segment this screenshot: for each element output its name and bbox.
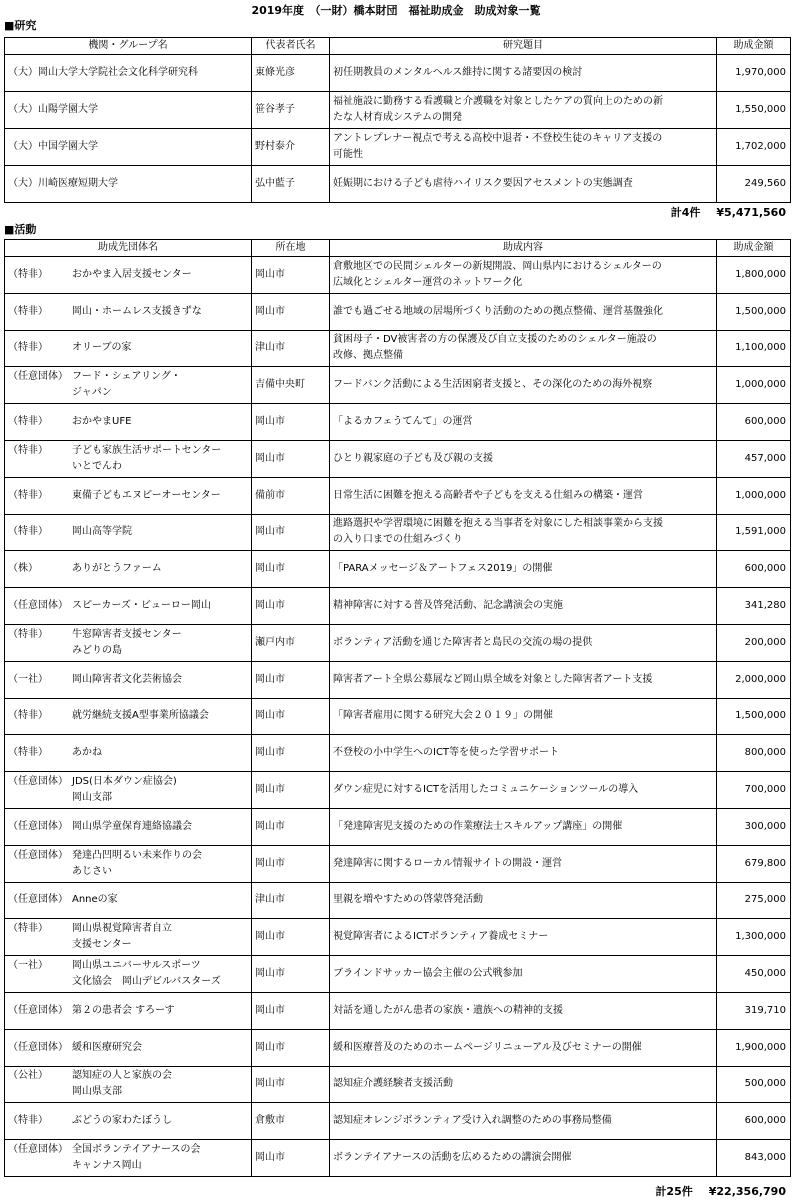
recipient-type: （一社） <box>8 960 48 972</box>
recipient-type: （特非） <box>8 923 48 935</box>
location-cell: 岡山市 <box>252 919 330 956</box>
recipient-name-group <box>8 1113 248 1129</box>
location-cell: 備前市 <box>252 477 330 514</box>
recipient-name-group <box>8 708 248 724</box>
grant-content-cell: ブラインドサッカー協会主催の公式戦参加 <box>330 956 717 993</box>
table-row <box>5 1066 791 1103</box>
table-row <box>5 772 791 809</box>
recipient-name: 岡山県ユニバーサルスポーツ 文化協会 岡山デビルバスターズ <box>72 960 221 988</box>
location-cell: 吉備中央町 <box>252 367 330 404</box>
table-row <box>5 129 791 166</box>
grant-amount-cell: 1,550,000 <box>717 92 791 129</box>
grant-content-cell: 貧困母子・DV被害者の方の保護及び自立支援のためのシェルター施設の 改修、拠点整備 <box>330 330 717 367</box>
recipient-name: 岡山県視覚障害者自立 支援センター <box>72 923 172 951</box>
grant-amount-cell: 450,000 <box>717 956 791 993</box>
table-row <box>5 92 791 129</box>
location-cell: 瀬戸内市 <box>252 624 330 661</box>
table-row <box>5 698 791 735</box>
table-row <box>5 808 791 845</box>
document-title: 2019年度 （一財）橋本財団 福祉助成金 助成対象一覧 <box>251 4 541 17</box>
recipient-name: 岡山県学童保育連絡協議会 <box>72 820 192 832</box>
grant-amount-cell: 1,300,000 <box>717 919 791 956</box>
recipient-cell <box>5 1066 252 1103</box>
recipient-name-group <box>8 304 248 320</box>
recipient-cell <box>5 588 252 625</box>
grant-amount-cell: 600,000 <box>717 404 791 441</box>
recipient-name-group <box>8 958 248 990</box>
grant-content-cell: 緩和医療普及のためのホームページリニューアル及びセミナーの開催 <box>330 1029 717 1066</box>
recipient-name: 岡山・ホームレス支援きずな <box>72 305 202 317</box>
grant-content-cell: ボランティア活動を通じた障害者と島民の交流の場の提供 <box>330 624 717 661</box>
header-grant-content: 助成内容 <box>330 240 717 257</box>
activity-total-amount: ¥22,356,790 <box>708 1185 786 1198</box>
location-cell: 津山市 <box>252 330 330 367</box>
recipient-type: （特非） <box>8 268 48 280</box>
recipient-name-group <box>8 598 248 614</box>
recipient-name-group <box>8 267 248 283</box>
table-row <box>5 882 791 919</box>
grant-amount-cell: 679,800 <box>717 845 791 882</box>
grant-amount-cell: 1,900,000 <box>717 1029 791 1066</box>
table-row <box>5 919 791 956</box>
recipient-name-group <box>8 443 248 475</box>
recipient-type: （特非） <box>8 628 48 640</box>
grant-amount-cell: 600,000 <box>717 551 791 588</box>
representative-cell: 笹谷孝子 <box>252 92 330 129</box>
recipient-type: （特非） <box>8 489 48 501</box>
table-row <box>5 166 791 203</box>
representative-cell: 弘中藍子 <box>252 166 330 203</box>
location-cell: 岡山市 <box>252 588 330 625</box>
location-cell: 岡山市 <box>252 661 330 698</box>
location-cell: 岡山市 <box>252 440 330 477</box>
recipient-type: （特非） <box>8 444 48 456</box>
recipient-name-group <box>8 848 248 880</box>
recipient-name-group <box>8 892 248 908</box>
recipient-name: 全国ボランテイアナースの会 キャンナス岡山 <box>72 1144 201 1172</box>
location-cell: 岡山市 <box>252 551 330 588</box>
location-cell: 岡山市 <box>252 845 330 882</box>
recipient-cell <box>5 919 252 956</box>
grant-amount-cell: 1,702,000 <box>717 129 791 166</box>
research-total-count: 計4件 <box>670 206 701 219</box>
grant-amount-cell: 1,100,000 <box>717 330 791 367</box>
recipient-type: （任意団体） <box>8 1144 68 1156</box>
grant-amount-cell: 800,000 <box>717 735 791 772</box>
organization-cell: （大）岡山大学大学院社会文化科学研究科 <box>5 55 252 92</box>
grant-content-cell: 視覚障害者によるICTボランティア養成セミナー <box>330 919 717 956</box>
recipient-type: （任意団体） <box>8 600 68 612</box>
recipient-type: （任意団体） <box>8 820 68 832</box>
grant-amount-cell: 1,500,000 <box>717 698 791 735</box>
recipient-name-group <box>8 524 248 540</box>
recipient-type: （特非） <box>8 747 48 759</box>
header-location: 所在地 <box>252 240 330 257</box>
recipient-type: （特非） <box>8 526 48 538</box>
grant-amount-cell: 2,000,000 <box>717 661 791 698</box>
organization-cell: （大）川崎医療短期大学 <box>5 166 252 203</box>
recipient-type: （特非） <box>8 710 48 722</box>
recipient-name-group <box>8 1068 248 1100</box>
grant-amount-cell: 319,710 <box>717 992 791 1029</box>
table-row <box>5 845 791 882</box>
recipient-cell <box>5 404 252 441</box>
research-total <box>655 206 786 220</box>
location-cell: 岡山市 <box>252 698 330 735</box>
table-row <box>5 367 791 404</box>
recipient-cell <box>5 257 252 294</box>
recipient-cell <box>5 367 252 404</box>
recipient-name: おかやまUFE <box>72 416 132 428</box>
table-row <box>5 257 791 294</box>
activity-total-count: 計25件 <box>655 1185 693 1198</box>
recipient-cell <box>5 514 252 551</box>
recipient-name: スピーカーズ・ビューロー岡山 <box>72 600 211 612</box>
recipient-type: （特非） <box>8 305 48 317</box>
recipient-type: （任意団体） <box>8 371 68 383</box>
table-row <box>5 514 791 551</box>
grant-amount-cell: 1,000,000 <box>717 477 791 514</box>
location-cell: 岡山市 <box>252 992 330 1029</box>
recipient-name-group <box>8 340 248 356</box>
grant-content-cell: 認知症オレンジボランティア受け入れ調整のための事務局整備 <box>330 1103 717 1140</box>
research-topic-cell: 福祉施設に勤務する看護職と介護職を対象としたケアの質向上のための新 たな人材育成システムの開発 <box>330 92 717 129</box>
recipient-type: （特非） <box>8 416 48 428</box>
recipient-cell <box>5 956 252 993</box>
grant-content-cell: ダウン症児に対するICTを活用したコミュニケーションツールの導入 <box>330 772 717 809</box>
recipient-type: （株） <box>8 563 38 575</box>
recipient-name: 岡山高等学院 <box>72 526 132 538</box>
research-topic-cell: 初任期教員のメンタルヘルス維持に関する諸要因の検討 <box>330 55 717 92</box>
location-cell: 倉敷市 <box>252 1103 330 1140</box>
grant-amount-cell: 1,970,000 <box>717 55 791 92</box>
grant-content-cell: 誰でも過ごせる地域の居場所づくり活動のための拠点整備、運営基盤強化 <box>330 293 717 330</box>
grant-content-cell: ひとり親家庭の子ども及び親の支援 <box>330 440 717 477</box>
recipient-type: （任意団体） <box>8 1004 68 1016</box>
recipient-cell <box>5 845 252 882</box>
header-grant-amount: 助成金額 <box>717 38 791 55</box>
representative-cell: 東條光彦 <box>252 55 330 92</box>
recipient-cell <box>5 1103 252 1140</box>
table-row <box>5 1103 791 1140</box>
recipient-name: 第２の患者会 すろーす <box>72 1004 175 1016</box>
grant-content-cell: 認知症介護経験者支援活動 <box>330 1066 717 1103</box>
grant-amount-cell: 843,000 <box>717 1140 791 1177</box>
activity-total <box>639 1185 786 1199</box>
location-cell: 岡山市 <box>252 735 330 772</box>
grant-amount-cell: 300,000 <box>717 808 791 845</box>
recipient-name: 発達凸凹明るい未来作りの会 あじさい <box>72 849 202 877</box>
table-row <box>5 330 791 367</box>
representative-cell: 野村泰介 <box>252 129 330 166</box>
recipient-name: Anneの家 <box>72 894 118 906</box>
location-cell: 岡山市 <box>252 956 330 993</box>
grant-content-cell: 対話を通したがん患者の家族・遺族への精神的支援 <box>330 992 717 1029</box>
recipient-name: フード・シェアリング・ ジャパン <box>72 371 181 399</box>
recipient-name: JDS(日本ダウン症協会) 岡山支部 <box>72 776 177 804</box>
recipient-name: 認知症の人と家族の会 岡山県支部 <box>72 1070 172 1098</box>
recipient-name: 岡山障害者文化芸術協会 <box>72 673 182 685</box>
grant-content-cell: 「発達障害児支援のための作業療法士スキルアップ講座」の開催 <box>330 808 717 845</box>
grant-content-cell: 障害者アート全県公募展など岡山県全域を対象とした障害者アート支援 <box>330 661 717 698</box>
grant-content-cell: 「よるカフェうてんて」の運営 <box>330 404 717 441</box>
recipient-name-group <box>8 774 248 806</box>
recipient-type: （任意団体） <box>8 894 68 906</box>
table-row <box>5 293 791 330</box>
recipient-name: 緩和医療研究会 <box>72 1041 142 1053</box>
location-cell: 岡山市 <box>252 514 330 551</box>
activity-header-row <box>5 240 791 257</box>
recipient-cell <box>5 1029 252 1066</box>
location-cell: 岡山市 <box>252 808 330 845</box>
recipient-cell <box>5 624 252 661</box>
location-cell: 岡山市 <box>252 404 330 441</box>
header-representative: 代表者氏名 <box>252 38 330 55</box>
grant-content-cell: 「障害者雇用に関する研究大会２０１９」の開催 <box>330 698 717 735</box>
recipient-name-group <box>8 369 248 401</box>
grant-amount-cell: 275,000 <box>717 882 791 919</box>
recipient-name-group <box>8 672 248 688</box>
location-cell: 岡山市 <box>252 1029 330 1066</box>
grant-amount-cell: 1,500,000 <box>717 293 791 330</box>
activity-section-heading: ■活動 <box>4 223 37 236</box>
grant-content-cell: 倉敷地区での民間シェルターの新規開設、岡山県内におけるシェルターの 広域化とシェルター運営のネットワーク化 <box>330 257 717 294</box>
recipient-name-group <box>8 488 248 504</box>
recipient-name-group <box>8 1142 248 1174</box>
location-cell: 岡山市 <box>252 293 330 330</box>
header-research-topic: 研究題目 <box>330 38 717 55</box>
recipient-name-group <box>8 1003 248 1019</box>
recipient-cell <box>5 882 252 919</box>
research-header-row <box>5 38 791 55</box>
table-row <box>5 477 791 514</box>
recipient-type: （公社） <box>8 1070 48 1082</box>
table-row <box>5 661 791 698</box>
recipient-name-group <box>8 819 248 835</box>
location-cell: 岡山市 <box>252 772 330 809</box>
table-row <box>5 440 791 477</box>
header-recipient: 助成先団体名 <box>5 240 252 257</box>
grant-amount-cell: 1,591,000 <box>717 514 791 551</box>
recipient-cell <box>5 330 252 367</box>
recipient-name-group <box>8 561 248 577</box>
table-row <box>5 404 791 441</box>
header-grant-amount: 助成金額 <box>717 240 791 257</box>
grant-content-cell: 発達障害に関するローカル情報サイトの開設・運営 <box>330 845 717 882</box>
grant-content-cell: 日常生活に困難を抱える高齢者や子どもを支える仕組みの構築・運営 <box>330 477 717 514</box>
recipient-name-group <box>8 745 248 761</box>
recipient-name: 牛窓障害者支援センター みどりの島 <box>72 628 182 656</box>
recipient-cell <box>5 661 252 698</box>
table-row <box>5 735 791 772</box>
recipient-name: 東備子どもエヌピーオーセンター <box>72 489 221 501</box>
grant-content-cell: 「PARAメッセージ＆アートフェス2019」の開催 <box>330 551 717 588</box>
recipient-cell <box>5 551 252 588</box>
recipient-type: （任意団体） <box>8 776 68 788</box>
location-cell: 岡山市 <box>252 1140 330 1177</box>
recipient-name: 就労継続支援A型事業所協議会 <box>72 710 209 722</box>
research-section-heading: ■研究 <box>4 19 37 32</box>
research-total-amount: ¥5,471,560 <box>716 206 786 219</box>
organization-cell: （大）山陽学園大学 <box>5 92 252 129</box>
recipient-cell <box>5 477 252 514</box>
recipient-name-group <box>8 1040 248 1056</box>
research-table <box>4 37 791 203</box>
activity-table <box>4 239 791 1177</box>
grant-amount-cell: 200,000 <box>717 624 791 661</box>
recipient-type: （一社） <box>8 673 48 685</box>
location-cell: 岡山市 <box>252 1066 330 1103</box>
grant-content-cell: フードバンク活動による生活困窮者支援と、その深化のための海外視察 <box>330 367 717 404</box>
table-row <box>5 992 791 1029</box>
recipient-type: （特非） <box>8 1115 48 1127</box>
grant-content-cell: 不登校の小中学生へのICT等を使った学習サポート <box>330 735 717 772</box>
grant-content-cell: ボランテイアナースの活動を広めるための講演会開催 <box>330 1140 717 1177</box>
recipient-cell <box>5 1140 252 1177</box>
grant-content-cell: 里親を増やすための啓蒙啓発活動 <box>330 882 717 919</box>
research-topic-cell: アントレプレナー視点で考える高校中退者・不登校生徒のキャリア支援の 可能性 <box>330 129 717 166</box>
recipient-name: ありがとうファーム <box>72 563 162 575</box>
grant-amount-cell: 1,800,000 <box>717 257 791 294</box>
organization-cell: （大）中国学園大学 <box>5 129 252 166</box>
grant-content-cell: 精神障害に対する普及啓発活動、記念講演会の実施 <box>330 588 717 625</box>
recipient-cell <box>5 698 252 735</box>
recipient-cell <box>5 735 252 772</box>
grant-amount-cell: 1,000,000 <box>717 367 791 404</box>
header-organization: 機関・グループ名 <box>5 38 252 55</box>
recipient-cell <box>5 772 252 809</box>
recipient-name-group <box>8 921 248 953</box>
grant-amount-cell: 341,280 <box>717 588 791 625</box>
recipient-name: おかやま入居支援センター <box>72 268 192 280</box>
grant-content-cell: 進路選択や学習環境に困難を抱える当事者を対象にした相談事業から支援 の入り口までの仕組みづくり <box>330 514 717 551</box>
grant-amount-cell: 600,000 <box>717 1103 791 1140</box>
grant-amount-cell: 700,000 <box>717 772 791 809</box>
recipient-name-group <box>8 627 248 659</box>
recipient-name: 子ども家族生活サポートセンター いとでんわ <box>72 444 222 472</box>
table-row <box>5 956 791 993</box>
table-row <box>5 1029 791 1066</box>
recipient-cell <box>5 808 252 845</box>
grant-amount-cell: 457,000 <box>717 440 791 477</box>
research-topic-cell: 妊娠期における子ども虐待ハイリスク要因アセスメントの実態調査 <box>330 166 717 203</box>
recipient-name-group <box>8 414 248 430</box>
recipient-cell <box>5 293 252 330</box>
grant-amount-cell: 500,000 <box>717 1066 791 1103</box>
table-row <box>5 55 791 92</box>
recipient-type: （任意団体） <box>8 849 68 861</box>
recipient-name: オリーブの家 <box>72 342 132 354</box>
location-cell: 岡山市 <box>252 257 330 294</box>
location-cell: 津山市 <box>252 882 330 919</box>
recipient-name: ぶどうの家わたぼうし <box>72 1115 172 1127</box>
recipient-name: あかね <box>72 747 102 759</box>
recipient-type: （特非） <box>8 342 48 354</box>
table-row <box>5 551 791 588</box>
table-row <box>5 1140 791 1177</box>
recipient-cell <box>5 992 252 1029</box>
recipient-cell <box>5 440 252 477</box>
recipient-type: （任意団体） <box>8 1041 68 1053</box>
table-row <box>5 588 791 625</box>
table-row <box>5 624 791 661</box>
grant-amount-cell: 249,560 <box>717 166 791 203</box>
